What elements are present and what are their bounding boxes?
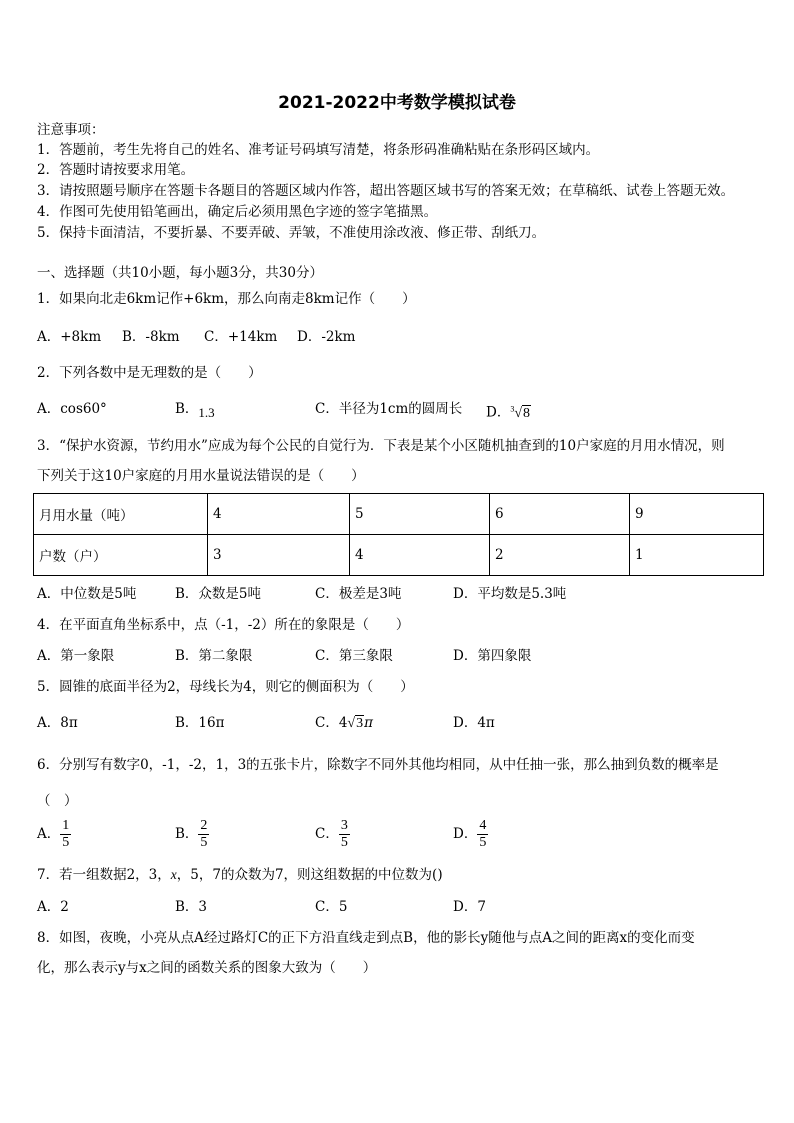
table-row [34, 494, 764, 535]
q3-option-a: A．中位数是5吨 [37, 586, 137, 602]
table-cell: 户数（户） [34, 535, 208, 576]
fraction [477, 818, 488, 851]
q3-option-c: C．极差是3吨 [315, 586, 402, 602]
water-usage-table [33, 493, 764, 576]
table-cell: 4 [350, 535, 490, 576]
q6-option-c-label: C． [315, 826, 339, 842]
q5-option-b: B．16π [175, 715, 225, 731]
notice-item-3: 3．请按照题号顺序在答题卡各题目的答题区域内作答，超出答题区域书写的答案无效；在草稿纸、试卷上答题无效。 [37, 183, 735, 199]
root-index: 3 [510, 404, 515, 413]
notice-item-1: 1．答题前，考生先将自己的姓名、准考证号码填写清楚，将条形码准确粘贴在条形码区域内。 [37, 142, 600, 158]
fraction [60, 818, 71, 851]
denominator: 5 [340, 835, 348, 850]
table-cell: 9 [630, 494, 764, 535]
q5-option-c [315, 714, 373, 733]
q1-option-d: D．-2km [297, 329, 356, 345]
q5-option-d: D．4π [453, 715, 495, 731]
table-row [34, 535, 764, 576]
q2-option-a: A．cos60° [37, 401, 107, 417]
q2-option-b-value: 1.3 [198, 405, 215, 420]
q6-option-d [453, 818, 488, 851]
q4-option-c: C．第三象限 [315, 648, 393, 664]
numerator: 4 [479, 818, 487, 833]
q6-option-d-label: D． [453, 826, 478, 842]
q6-option-a-label: A． [37, 826, 61, 842]
q3-option-d: D．平均数是5.3吨 [453, 586, 567, 602]
question-3-stem-line1: 3．“保护水资源，节约用水”应成为每个公民的自觉行为．下表是某个小区随机抽查到的10户家庭的月用水情况，则 [37, 438, 725, 454]
numerator: 2 [200, 818, 208, 833]
q3-option-b: B．众数是5吨 [175, 586, 262, 602]
table-cell: 月用水量（吨） [34, 494, 208, 535]
denominator: 5 [62, 835, 70, 850]
numerator: 3 [340, 818, 348, 833]
table-cell: 3 [208, 535, 350, 576]
q2-option-d [486, 400, 531, 423]
q2-option-b [175, 400, 215, 418]
radicand: 8 [523, 405, 531, 421]
fraction [339, 818, 350, 851]
notice-item-4: 4．作图可先使用铅笔画出，确定后必须用黑色字迹的签字笔描黑。 [37, 204, 438, 220]
notice-item-2: 2．答题时请按要求用笔。 [37, 162, 195, 178]
question-7-stem [37, 866, 443, 884]
q4-option-d: D．第四象限 [453, 648, 532, 664]
radicand: 3 [356, 716, 364, 731]
section-heading: 一、选择题（共10小题，每小题3分，共30分） [37, 265, 323, 281]
q4-option-b: B．第二象限 [175, 648, 253, 664]
table-cell: 4 [208, 494, 350, 535]
q7-option-a: A．2 [37, 899, 69, 915]
q7-option-d: D．7 [453, 899, 486, 915]
q2-option-b-label: B． [175, 401, 199, 417]
numerator: 1 [62, 818, 70, 833]
question-8-stem-line2: 化，那么表示y与x之间的函数关系的图象大致为（ ） [37, 960, 377, 976]
pi-symbol: π [364, 715, 373, 731]
question-1-stem: 1．如果向北走6km记作+6km，那么向南走8km记作（ ） [37, 291, 416, 307]
square-root-symbol: √3 [347, 716, 364, 731]
fraction [198, 818, 209, 851]
question-5-stem: 5．圆锥的底面半径为2，母线长为4，则它的侧面积为（ ） [37, 679, 414, 695]
q2-option-d-label: D． [486, 404, 511, 421]
table-cell: 6 [490, 494, 630, 535]
question-6-stem-line1: 6．分别写有数字0，-1，-2，1，3的五张卡片，除数字不同外其他均相同，从中任抽一张，那么抽到负数的概率是 [37, 757, 719, 773]
q4-option-a: A．第一象限 [37, 648, 115, 664]
cube-root-symbol: $^3$√8 [510, 404, 531, 421]
notice-heading: 注意事项： [37, 122, 105, 138]
denominator: 5 [200, 835, 208, 850]
question-6-stem-line2: （ ） [37, 793, 78, 809]
table-cell: 1 [630, 535, 764, 576]
question-3-stem-line2: 下列关于这10户家庭的月用水量说法错误的是（ ） [37, 468, 365, 484]
question-2-stem: 2．下列各数中是无理数的是（ ） [37, 365, 262, 381]
q7-stem-before: 7．若一组数据2，3， [37, 867, 171, 883]
table-cell: 2 [490, 535, 630, 576]
q7-stem-after: ，5，7的众数为7，则这组数据的中位数为() [176, 867, 443, 883]
page-title: 2021-2022中考数学模拟试卷 [278, 93, 516, 113]
q1-option-a: A．+8km [37, 329, 102, 345]
q6-option-b [175, 818, 209, 851]
q5-option-c-label: C．4 [315, 715, 348, 731]
question-8-stem-line1: 8．如图，夜晚，小亮从点A经过路灯C的正下方沿直线走到点B，他的影长y随他与点A之间的距离x的变化而变 [37, 930, 695, 946]
q7-option-c: C．5 [315, 899, 348, 915]
q6-option-a [37, 818, 71, 851]
q5-option-a: A．8π [37, 715, 78, 731]
q6-option-c [315, 818, 350, 851]
q1-option-b: B．-8km [122, 329, 180, 345]
question-4-stem: 4．在平面直角坐标系中，点（-1，-2）所在的象限是（ ） [37, 617, 410, 633]
q7-option-b: B．3 [175, 899, 208, 915]
q1-option-c: C．+14km [204, 329, 278, 345]
q6-option-b-label: B． [175, 826, 199, 842]
notice-item-5: 5．保持卡面清洁，不要折暴、不要弄破、弄皱，不准使用涂改液、修正带、刮纸刀。 [37, 225, 546, 241]
denominator: 5 [479, 835, 487, 850]
table-cell: 5 [350, 494, 490, 535]
variable-x: x [170, 867, 177, 882]
q2-option-c: C．半径为1cm的圆周长 [315, 401, 463, 417]
